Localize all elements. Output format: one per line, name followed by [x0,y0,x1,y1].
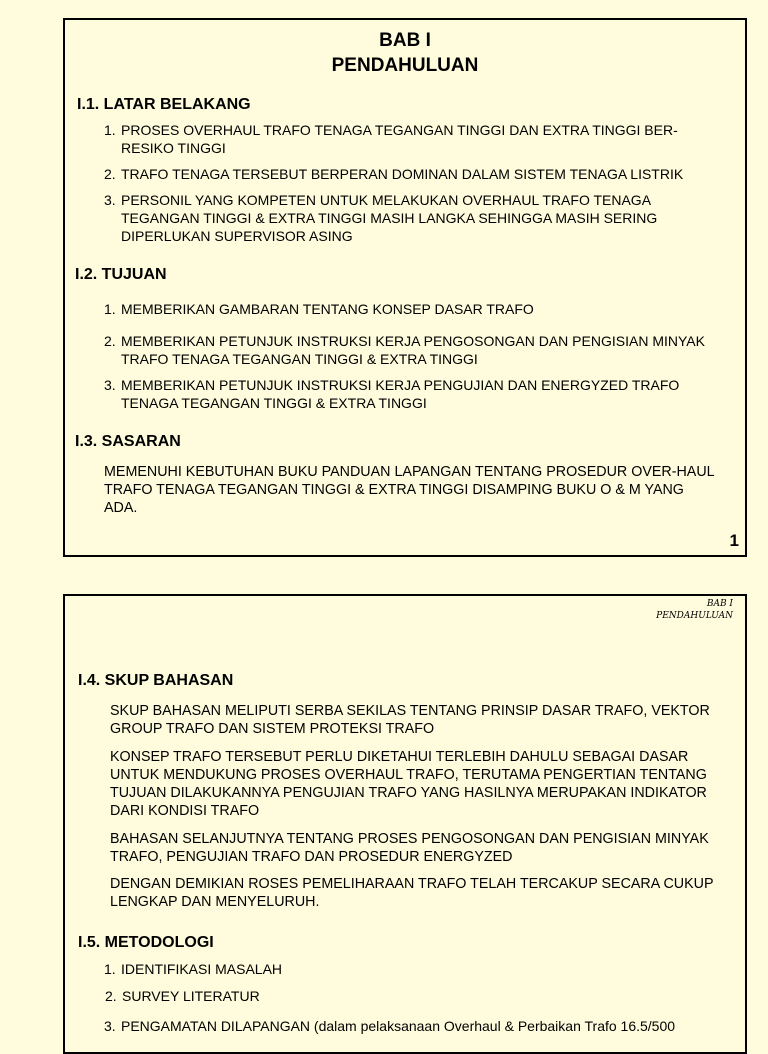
slide-page-2 [63,594,747,1054]
list-item [104,165,727,183]
list-text: MEMBERIKAN PETUNJUK INSTRUKSI KERJA PENGOSONGAN DAN PENGISIAN MINYAK TRAFO TENAGA TEGANGAN TINGGI & EXTRA TINGGI [121,333,705,367]
list-item [104,376,727,412]
paragraph: SKUP BAHASAN MELIPUTI SERBA SEKILAS TENTANG PRINSIP DASAR TRAFO, VEKTOR GROUP TRAFO DAN SISTEM PROTEKSI TRAFO [110,703,710,737]
list-text: SURVEY LITERATUR [122,988,260,1004]
list-text: MEMBERIKAN PETUNJUK INSTRUKSI KERJA PENGUJIAN DAN ENERGYZED TRAFO TENAGA TEGANGAN TINGGI & EXTRA TINGGI [121,377,680,411]
list-number: 2. [105,988,117,1004]
list-number: 1. [104,961,116,977]
paragraph: KONSEP TRAFO TERSEBUT PERLU DIKETAHUI TERLEBIH DAHULU SEBAGAI DASAR UNTUK MENDUKUNG PROSES OVERHAUL TRAFO, TERUTAMA PENGERTIAN TENTANG TUJUAN DILAKUKANNYA PENGUJIAN TRAFO YANG HASILNYA MERUPAKAN INDIKATOR DARI KONDISI TRAFO [110,749,707,819]
list-number: 3. [104,1018,116,1034]
list-item [105,987,728,1005]
list-text: PROSES OVERHAUL TRAFO TENAGA TEGANGAN TINGGI DAN EXTRA TINGGI BER-RESIKO TINGGI [121,122,678,156]
list-number: 3. [104,192,116,208]
list-item [104,960,727,978]
list-number: 3. [104,377,116,393]
section-heading-sasaran: I.3. SASARAN [75,433,181,450]
list-number: 2. [104,333,116,349]
paragraph: DENGAN DEMIKIAN ROSES PEMELIHARAAN TRAFO TELAH TERCAKUP SECARA CUKUP LENGKAP DAN MENYELURUH. [110,876,714,910]
section-heading-skup-bahasan: I.4. SKUP BAHASAN [78,672,234,689]
list-item [104,191,711,245]
running-header-chapter: BAB I [706,599,733,609]
page-number: 1 [729,531,739,550]
paragraph: BAHASAN SELANJUTNYA TENTANG PROSES PENGOSONGAN DAN PENGISIAN MINYAK TRAFO, PENGUJIAN TRAFO DAN PROSEDUR ENERGYZED [110,831,709,865]
running-header-title: PENDAHULUAN [656,611,733,621]
list-number: 2. [104,166,116,182]
section-heading-latar-belakang: I.1. LATAR BELAKANG [77,96,251,113]
list-text: TRAFO TENAGA TERSEBUT BERPERAN DOMINAN DALAM SISTEM TENAGA LISTRIK [121,166,684,182]
list-text: MEMBERIKAN GAMBARAN TENTANG KONSEP DASAR TRAFO [121,301,534,317]
chapter-title: BAB I [379,30,431,51]
list-item [104,121,727,157]
list-text: PERSONIL YANG KOMPETEN UNTUK MELAKUKAN OVERHAUL TRAFO TENAGA TEGANGAN TINGGI & EXTRA TINGGI MASIH LANGKA SEHINGGA MASIH SERING DIPERLUKAN SUPERVISOR ASING [121,192,658,244]
list-text: PENGAMATAN DILAPANGAN (dalam pelaksanaan Overhaul & Perbaikan Trafo 16.5/500 [121,1018,676,1034]
list-item [104,300,727,318]
sasaran-paragraph: MEMENUHI KEBUTUHAN BUKU PANDUAN LAPANGAN TENTANG PROSEDUR OVER-HAUL TRAFO TENAGA TEGANGAN TINGGI & EXTRA TINGGI DISAMPING BUKU O & M YANG ADA. [104,464,715,516]
list-number: 1. [104,122,116,138]
section-heading-tujuan: I.2. TUJUAN [75,266,167,283]
running-header [656,598,733,622]
chapter-subtitle: PENDAHULUAN [331,55,479,76]
slide-page-1 [63,18,747,557]
section-heading-metodologi: I.5. METODOLOGI [78,934,214,951]
list-item [104,332,711,368]
list-text: IDENTIFIKASI MASALAH [121,961,283,977]
list-item [104,1017,761,1035]
list-number: 1. [104,301,116,317]
